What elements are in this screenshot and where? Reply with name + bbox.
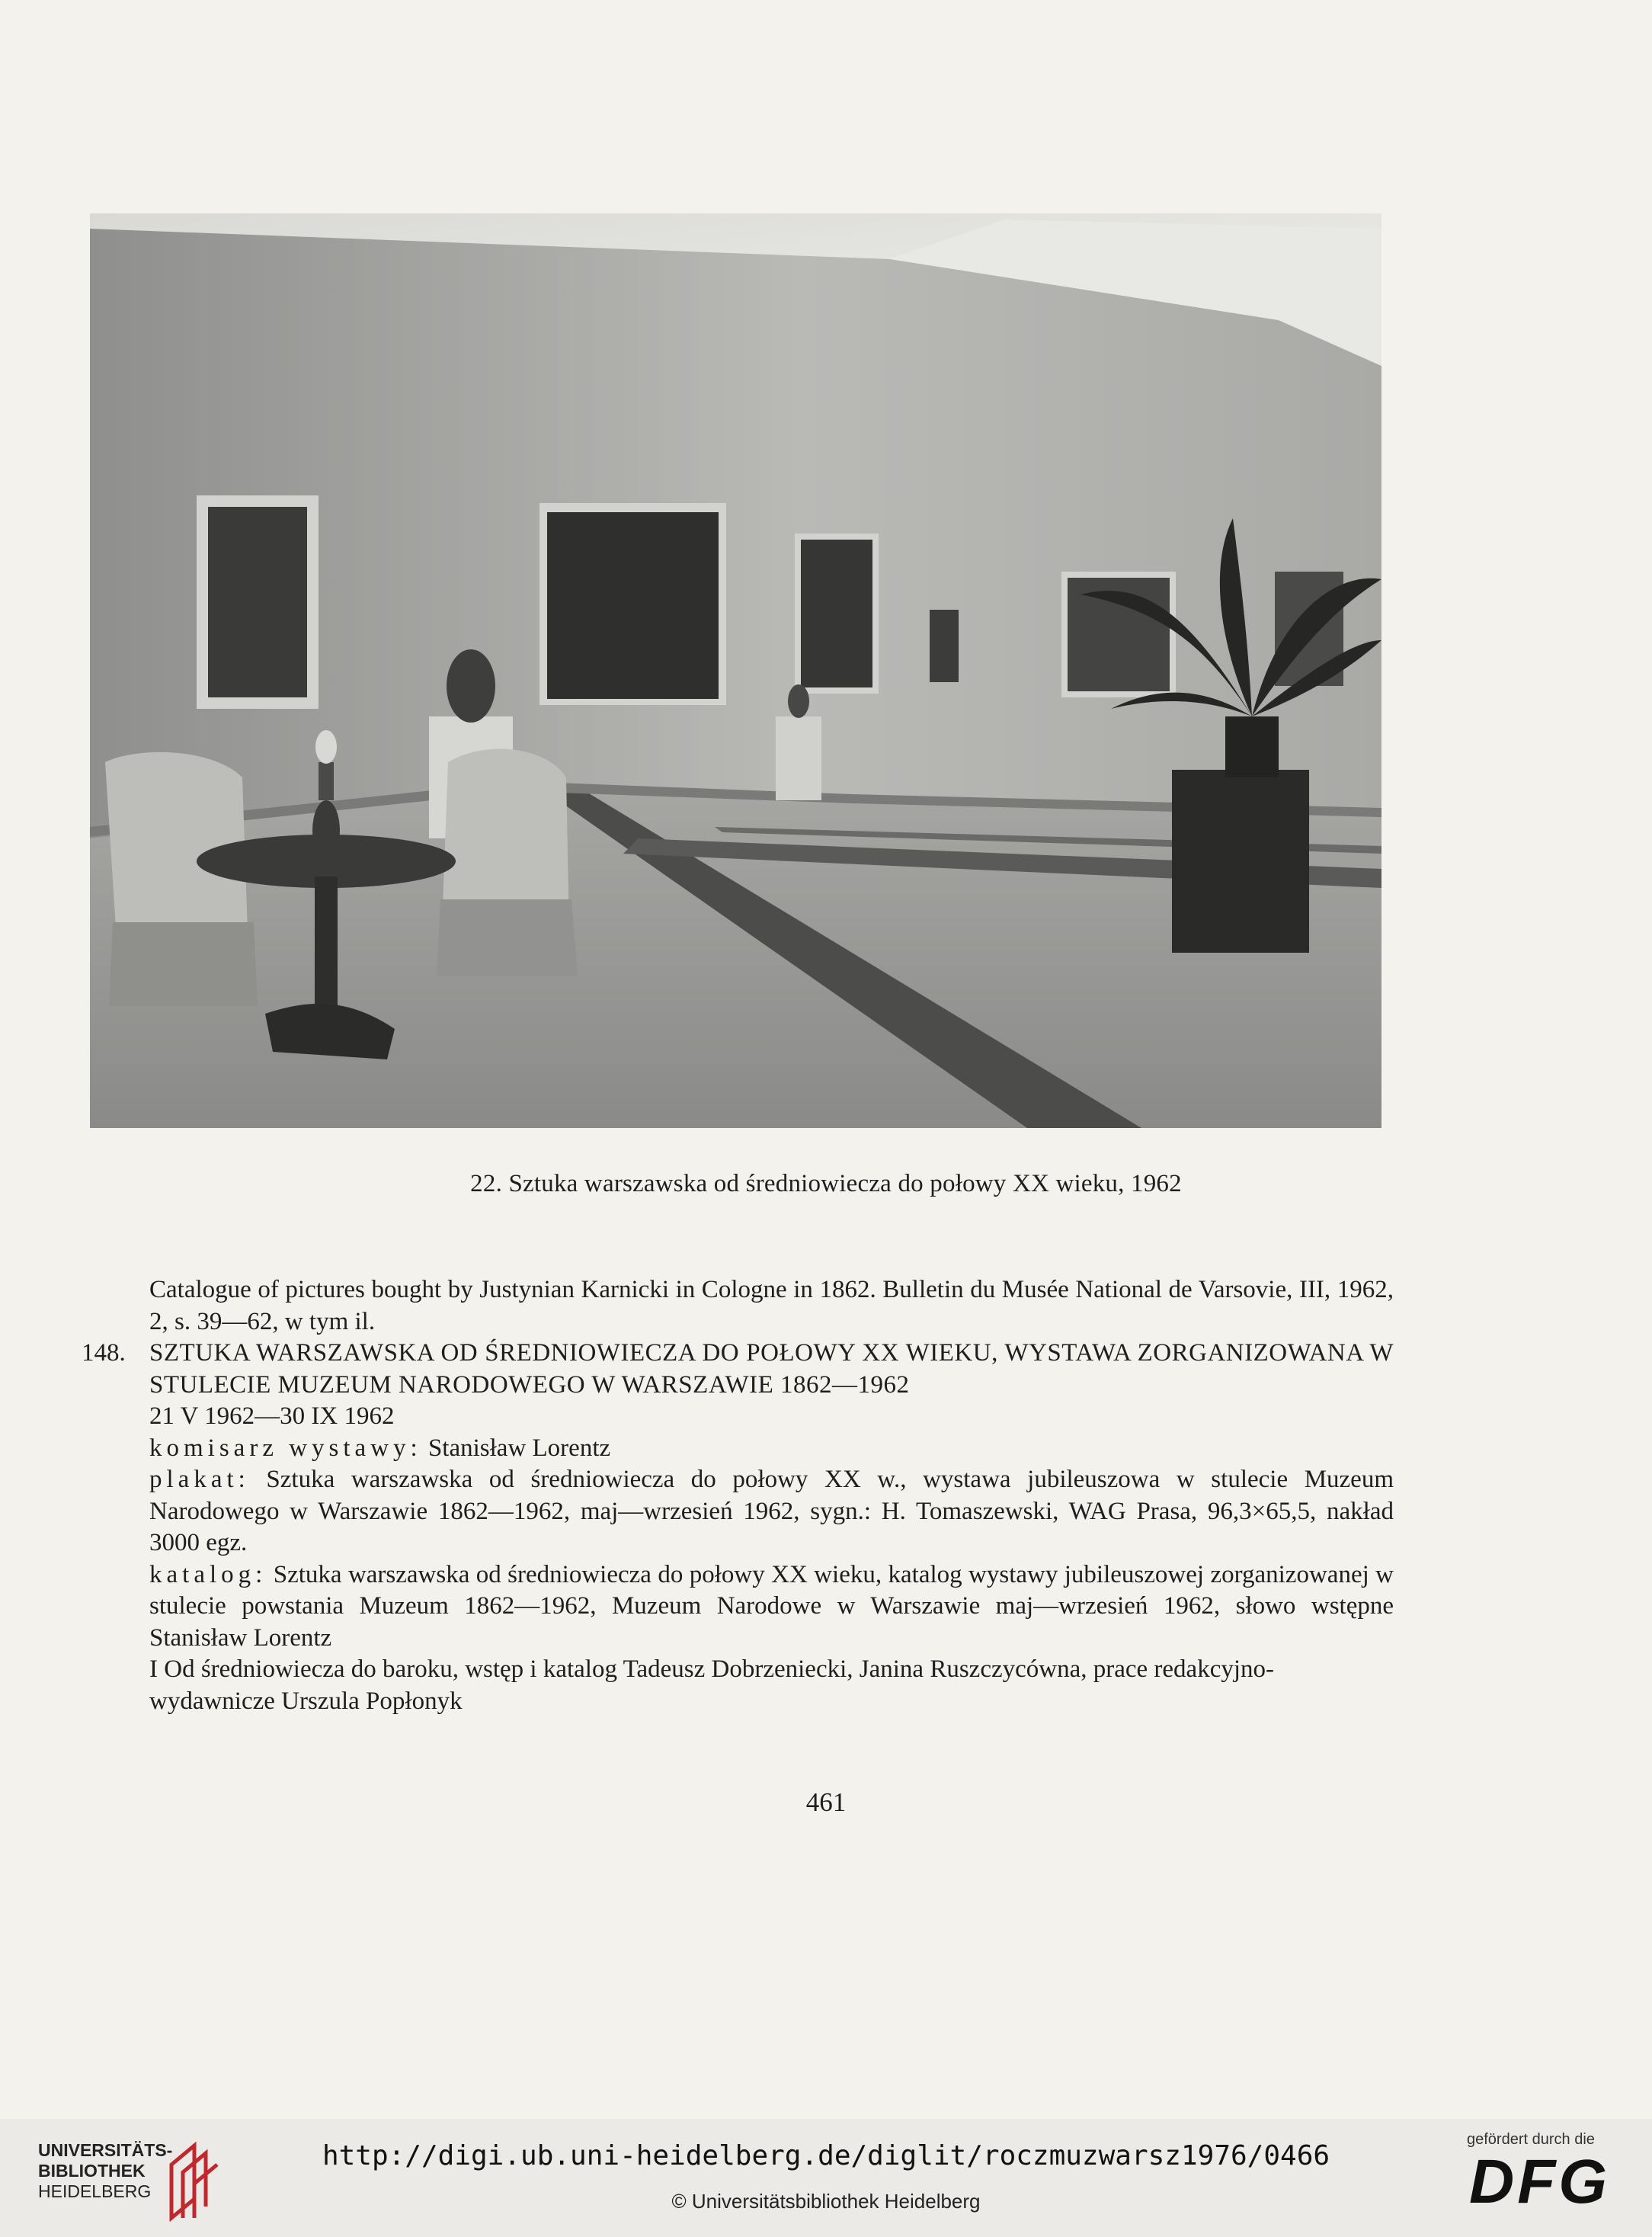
exhibition-photo (90, 213, 1381, 1128)
library-line3: HEIDELBERG (38, 2181, 152, 2201)
copyright-notice: © Universitätsbibliothek Heidelberg (671, 2190, 981, 2213)
entry-number: 148. (82, 1339, 126, 1367)
komisarz-line (149, 1433, 1394, 1465)
katalog-line (149, 1559, 1394, 1655)
funded-by-label: gefördert durch die (1467, 2131, 1595, 2148)
komisarz-label: komisarz wystawy: (149, 1434, 422, 1462)
plakat-label: plakat: (149, 1466, 250, 1493)
page-number: 461 (805, 1787, 847, 1817)
library-line2: BIBLIOTHEK (38, 2161, 146, 2181)
figure-caption: 22. Sztuka warszawska od średniowiecza do połowy XX wieku, 1962 (470, 1170, 1182, 1197)
part-one-line: I Od średniowiecza do baroku, wstęp i katalog Tadeusz Dobrzeniecki, Janina Ruszczycówna, prace redakcyjno-wydawnicze Urszula Popłonyk (149, 1655, 1275, 1715)
gallery-photo-image (90, 213, 1381, 1128)
plakat-line (149, 1464, 1394, 1559)
katalog-label: katalog: (149, 1560, 267, 1588)
entry-dates: 21 V 1962—30 IX 1962 (149, 1402, 395, 1430)
entry-title: SZTUKA WARSZAWSKA OD ŚREDNIOWIECZA DO POŁOWY XX WIEKU, WYSTAWA ZORGANIZOWANA W STULECIE MUZEUM NARODOWEGO W WARSZAWIE 1862—1962 (149, 1339, 1394, 1399)
dfg-logo[interactable]: DFG (1469, 2147, 1611, 2216)
katalog-value: Sztuka warszawska od średniowiecza do połowy XX wieku, katalog wystawy jubileuszowej zorganizowanej w stulecie powstania Muzeum 1862—1962, Muzeum Narodowe w Warszawie maj—wrzesień 1962, słowo wstępne Stanisław Lorentz (149, 1560, 1394, 1652)
entry-148 (82, 1338, 1394, 1717)
permalink-url[interactable]: http://digi.ub.uni-heidelberg.de/diglit/roczmuzwarsz1976/0466 (322, 2140, 1330, 2171)
library-line1: UNIVERSITÄTS- (38, 2140, 173, 2160)
bibliography-text (82, 1274, 1394, 1717)
previous-entry-text: Catalogue of pictures bought by Justynian Karnicki in Cologne in 1862. Bulletin du Musée National de Varsovie, III, 1962, 2, s. 39—62, w tym il. (149, 1276, 1394, 1335)
plakat-value: Sztuka warszawska od średniowiecza do połowy XX w., wystawa jubileuszowa w stulecie Muzeum Narodowego w Warszawie 1862—1962, maj—wrzesień 1962, sygn.: H. Tomaszewski, WAG Prasa, 96,3×65,5, nakład 3000 egz. (149, 1466, 1394, 1556)
komisarz-value: Stanisław Lorentz (427, 1434, 611, 1462)
